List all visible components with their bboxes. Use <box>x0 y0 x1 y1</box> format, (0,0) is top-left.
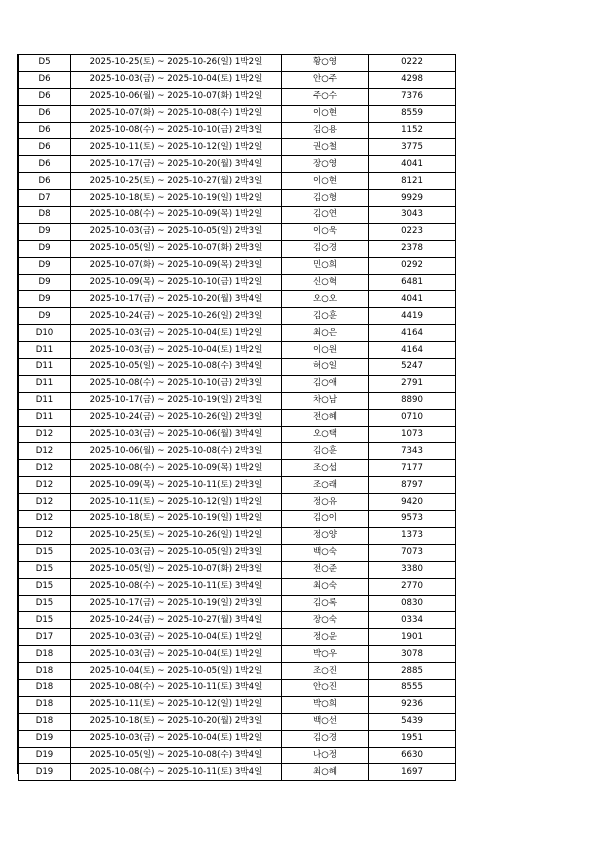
table-row <box>19 375 456 392</box>
reservation-code-cell: 3078 <box>369 646 456 663</box>
room-cell: D15 <box>19 561 71 578</box>
reservation-code-cell: 8555 <box>369 679 456 696</box>
reservation-code-cell: 2885 <box>369 663 456 680</box>
room-cell: D11 <box>19 409 71 426</box>
guest-name-cell: 장○영 <box>282 156 369 173</box>
table-row <box>19 629 456 646</box>
stay-period-cell: 2025-10-24(금) ~ 2025-10-27(월) 3박4일 <box>71 612 282 629</box>
stay-period-cell: 2025-10-08(수) ~ 2025-10-11(토) 3박4일 <box>71 578 282 595</box>
room-cell: D6 <box>19 156 71 173</box>
room-cell: D12 <box>19 494 71 511</box>
reservation-code-cell: 0292 <box>369 257 456 274</box>
table-row <box>19 595 456 612</box>
room-cell: D6 <box>19 139 71 156</box>
table-row <box>19 156 456 173</box>
guest-name-cell: 조○래 <box>282 477 369 494</box>
guest-name-cell: 백○선 <box>282 713 369 730</box>
table-row <box>19 612 456 629</box>
table-row <box>19 460 456 477</box>
stay-period-cell: 2025-10-18(토) ~ 2025-10-19(일) 1박2일 <box>71 511 282 528</box>
guest-name-cell: 오○오 <box>282 291 369 308</box>
stay-period-cell: 2025-10-04(토) ~ 2025-10-05(일) 1박2일 <box>71 663 282 680</box>
reservation-code-cell: 8797 <box>369 477 456 494</box>
stay-period-cell: 2025-10-05(일) ~ 2025-10-08(수) 3박4일 <box>71 359 282 376</box>
stay-period-cell: 2025-10-09(목) ~ 2025-10-10(금) 1박2일 <box>71 274 282 291</box>
reservation-code-cell: 1951 <box>369 730 456 747</box>
guest-name-cell: 안○진 <box>282 679 369 696</box>
reservation-table-body <box>19 55 456 781</box>
guest-name-cell: 이○현 <box>282 173 369 190</box>
stay-period-cell: 2025-10-11(토) ~ 2025-10-12(일) 1박2일 <box>71 696 282 713</box>
room-cell: D11 <box>19 375 71 392</box>
room-cell: D15 <box>19 595 71 612</box>
table-row <box>19 511 456 528</box>
reservation-code-cell: 4041 <box>369 156 456 173</box>
guest-name-cell: 조○진 <box>282 663 369 680</box>
guest-name-cell: 김○연 <box>282 207 369 224</box>
reservation-code-cell: 8559 <box>369 105 456 122</box>
stay-period-cell: 2025-10-08(수) ~ 2025-10-11(토) 3박4일 <box>71 679 282 696</box>
room-cell: D15 <box>19 578 71 595</box>
stay-period-cell: 2025-10-03(금) ~ 2025-10-04(토) 1박2일 <box>71 730 282 747</box>
table-row <box>19 105 456 122</box>
guest-name-cell: 정○운 <box>282 629 369 646</box>
stay-period-cell: 2025-10-03(금) ~ 2025-10-04(토) 1박2일 <box>71 646 282 663</box>
guest-name-cell: 김○이 <box>282 511 369 528</box>
guest-name-cell: 김○형 <box>282 190 369 207</box>
stay-period-cell: 2025-10-08(수) ~ 2025-10-09(목) 1박2일 <box>71 207 282 224</box>
reservation-code-cell: 9236 <box>369 696 456 713</box>
guest-name-cell: 조○섭 <box>282 460 369 477</box>
guest-name-cell: 이○욱 <box>282 223 369 240</box>
guest-name-cell: 김○용 <box>282 122 369 139</box>
reservation-code-cell: 7177 <box>369 460 456 477</box>
room-cell: D7 <box>19 190 71 207</box>
reservation-code-cell: 1901 <box>369 629 456 646</box>
reservation-code-cell: 6481 <box>369 274 456 291</box>
table-row <box>19 409 456 426</box>
reservation-code-cell: 0710 <box>369 409 456 426</box>
table-row <box>19 696 456 713</box>
guest-name-cell: 김○경 <box>282 240 369 257</box>
guest-name-cell: 최○은 <box>282 325 369 342</box>
reservation-code-cell: 4164 <box>369 325 456 342</box>
room-cell: D5 <box>19 55 71 72</box>
reservation-code-cell: 2770 <box>369 578 456 595</box>
stay-period-cell: 2025-10-25(토) ~ 2025-10-26(일) 1박2일 <box>71 527 282 544</box>
reservation-code-cell: 0334 <box>369 612 456 629</box>
room-cell: D12 <box>19 511 71 528</box>
table-row <box>19 122 456 139</box>
table-row <box>19 223 456 240</box>
stay-period-cell: 2025-10-08(수) ~ 2025-10-09(목) 1박2일 <box>71 460 282 477</box>
table-row <box>19 646 456 663</box>
reservation-code-cell: 3380 <box>369 561 456 578</box>
reservation-code-cell: 4041 <box>369 291 456 308</box>
table-row <box>19 426 456 443</box>
stay-period-cell: 2025-10-03(금) ~ 2025-10-05(일) 2박3일 <box>71 544 282 561</box>
reservation-code-cell: 1152 <box>369 122 456 139</box>
guest-name-cell: 나○정 <box>282 747 369 764</box>
stay-period-cell: 2025-10-06(월) ~ 2025-10-08(수) 2박3일 <box>71 443 282 460</box>
table-row <box>19 578 456 595</box>
table-row <box>19 359 456 376</box>
table-row <box>19 443 456 460</box>
stay-period-cell: 2025-10-08(수) ~ 2025-10-10(금) 2박3일 <box>71 122 282 139</box>
table-row <box>19 561 456 578</box>
stay-period-cell: 2025-10-18(토) ~ 2025-10-19(일) 1박2일 <box>71 190 282 207</box>
guest-name-cell: 정○양 <box>282 527 369 544</box>
guest-name-cell: 안○주 <box>282 71 369 88</box>
guest-name-cell: 백○숙 <box>282 544 369 561</box>
reservation-code-cell: 0223 <box>369 223 456 240</box>
table-row <box>19 308 456 325</box>
reservation-code-cell: 8121 <box>369 173 456 190</box>
guest-name-cell: 주○수 <box>282 88 369 105</box>
table-row <box>19 679 456 696</box>
reservation-code-cell: 8890 <box>369 392 456 409</box>
reservation-code-cell: 7376 <box>369 88 456 105</box>
stay-period-cell: 2025-10-18(토) ~ 2025-10-20(월) 2박3일 <box>71 713 282 730</box>
table-row <box>19 477 456 494</box>
room-cell: D11 <box>19 342 71 359</box>
room-cell: D18 <box>19 696 71 713</box>
guest-name-cell: 박○희 <box>282 696 369 713</box>
stay-period-cell: 2025-10-08(수) ~ 2025-10-11(토) 3박4일 <box>71 764 282 781</box>
reservation-code-cell: 2791 <box>369 375 456 392</box>
table-row <box>19 527 456 544</box>
reservation-code-cell: 1373 <box>369 527 456 544</box>
room-cell: D12 <box>19 426 71 443</box>
stay-period-cell: 2025-10-17(금) ~ 2025-10-20(월) 3박4일 <box>71 291 282 308</box>
guest-name-cell: 신○혁 <box>282 274 369 291</box>
reservation-code-cell: 2378 <box>369 240 456 257</box>
reservation-code-cell: 5439 <box>369 713 456 730</box>
guest-name-cell: 최○혜 <box>282 764 369 781</box>
guest-name-cell: 김○경 <box>282 730 369 747</box>
room-cell: D8 <box>19 207 71 224</box>
room-cell: D19 <box>19 730 71 747</box>
room-cell: D9 <box>19 274 71 291</box>
guest-name-cell: 김○훈 <box>282 443 369 460</box>
room-cell: D12 <box>19 527 71 544</box>
room-cell: D19 <box>19 764 71 781</box>
reservation-table <box>18 54 456 781</box>
guest-name-cell: 최○숙 <box>282 578 369 595</box>
stay-period-cell: 2025-10-03(금) ~ 2025-10-06(월) 3박4일 <box>71 426 282 443</box>
reservation-code-cell: 4164 <box>369 342 456 359</box>
guest-name-cell: 장○숙 <box>282 612 369 629</box>
guest-name-cell: 차○남 <box>282 392 369 409</box>
room-cell: D6 <box>19 71 71 88</box>
guest-name-cell: 오○택 <box>282 426 369 443</box>
guest-name-cell: 이○원 <box>282 342 369 359</box>
room-cell: D11 <box>19 392 71 409</box>
guest-name-cell: 김○훈 <box>282 308 369 325</box>
stay-period-cell: 2025-10-24(금) ~ 2025-10-26(일) 2박3일 <box>71 409 282 426</box>
table-row <box>19 240 456 257</box>
guest-name-cell: 황○영 <box>282 55 369 72</box>
reservation-code-cell: 9929 <box>369 190 456 207</box>
reservation-code-cell: 1697 <box>369 764 456 781</box>
room-cell: D9 <box>19 223 71 240</box>
stay-period-cell: 2025-10-03(금) ~ 2025-10-04(토) 1박2일 <box>71 342 282 359</box>
room-cell: D9 <box>19 240 71 257</box>
reservation-code-cell: 9573 <box>369 511 456 528</box>
stay-period-cell: 2025-10-05(일) ~ 2025-10-08(수) 3박4일 <box>71 747 282 764</box>
reservation-code-cell: 0222 <box>369 55 456 72</box>
stay-period-cell: 2025-10-24(금) ~ 2025-10-26(일) 2박3일 <box>71 308 282 325</box>
stay-period-cell: 2025-10-17(금) ~ 2025-10-19(일) 2박3일 <box>71 595 282 612</box>
room-cell: D6 <box>19 122 71 139</box>
guest-name-cell: 권○철 <box>282 139 369 156</box>
guest-name-cell: 허○일 <box>282 359 369 376</box>
room-cell: D9 <box>19 308 71 325</box>
room-cell: D11 <box>19 359 71 376</box>
stay-period-cell: 2025-10-07(화) ~ 2025-10-09(목) 2박3일 <box>71 257 282 274</box>
reservation-code-cell: 4298 <box>369 71 456 88</box>
guest-name-cell: 정○유 <box>282 494 369 511</box>
stay-period-cell: 2025-10-11(토) ~ 2025-10-12(일) 1박2일 <box>71 139 282 156</box>
room-cell: D12 <box>19 443 71 460</box>
room-cell: D12 <box>19 460 71 477</box>
stay-period-cell: 2025-10-25(토) ~ 2025-10-26(일) 1박2일 <box>71 55 282 72</box>
room-cell: D15 <box>19 544 71 561</box>
room-cell: D17 <box>19 629 71 646</box>
stay-period-cell: 2025-10-09(목) ~ 2025-10-11(토) 2박3일 <box>71 477 282 494</box>
stay-period-cell: 2025-10-17(금) ~ 2025-10-20(월) 3박4일 <box>71 156 282 173</box>
stay-period-cell: 2025-10-07(화) ~ 2025-10-08(수) 1박2일 <box>71 105 282 122</box>
reservation-code-cell: 3043 <box>369 207 456 224</box>
stay-period-cell: 2025-10-11(토) ~ 2025-10-12(일) 1박2일 <box>71 494 282 511</box>
room-cell: D18 <box>19 713 71 730</box>
room-cell: D9 <box>19 291 71 308</box>
room-cell: D18 <box>19 679 71 696</box>
stay-period-cell: 2025-10-05(일) ~ 2025-10-07(화) 2박3일 <box>71 240 282 257</box>
guest-name-cell: 김○애 <box>282 375 369 392</box>
room-cell: D10 <box>19 325 71 342</box>
table-row <box>19 494 456 511</box>
room-cell: D12 <box>19 477 71 494</box>
guest-name-cell: 박○우 <box>282 646 369 663</box>
stay-period-cell: 2025-10-03(금) ~ 2025-10-04(토) 1박2일 <box>71 629 282 646</box>
room-cell: D6 <box>19 88 71 105</box>
guest-name-cell: 전○혜 <box>282 409 369 426</box>
reservation-code-cell: 3775 <box>369 139 456 156</box>
reservation-code-cell: 1073 <box>369 426 456 443</box>
reservation-code-cell: 0830 <box>369 595 456 612</box>
stay-period-cell: 2025-10-06(월) ~ 2025-10-07(화) 1박2일 <box>71 88 282 105</box>
stay-period-cell: 2025-10-03(금) ~ 2025-10-05(일) 2박3일 <box>71 223 282 240</box>
stay-period-cell: 2025-10-17(금) ~ 2025-10-19(일) 2박3일 <box>71 392 282 409</box>
stay-period-cell: 2025-10-05(일) ~ 2025-10-07(화) 2박3일 <box>71 561 282 578</box>
reservation-code-cell: 6630 <box>369 747 456 764</box>
reservation-code-cell: 7343 <box>369 443 456 460</box>
table-row <box>19 764 456 781</box>
table-row <box>19 392 456 409</box>
table-row <box>19 730 456 747</box>
reservation-code-cell: 9420 <box>369 494 456 511</box>
table-row <box>19 291 456 308</box>
table-row <box>19 139 456 156</box>
reservation-code-cell: 5247 <box>369 359 456 376</box>
stay-period-cell: 2025-10-03(금) ~ 2025-10-04(토) 1박2일 <box>71 325 282 342</box>
table-row <box>19 88 456 105</box>
guest-name-cell: 이○현 <box>282 105 369 122</box>
table-row <box>19 173 456 190</box>
table-row <box>19 274 456 291</box>
room-cell: D6 <box>19 173 71 190</box>
table-row <box>19 71 456 88</box>
stay-period-cell: 2025-10-03(금) ~ 2025-10-04(토) 1박2일 <box>71 71 282 88</box>
table-row <box>19 713 456 730</box>
table-row <box>19 257 456 274</box>
room-cell: D18 <box>19 646 71 663</box>
reservation-code-cell: 4419 <box>369 308 456 325</box>
guest-name-cell: 민○희 <box>282 257 369 274</box>
room-cell: D6 <box>19 105 71 122</box>
guest-name-cell: 김○록 <box>282 595 369 612</box>
table-row <box>19 544 456 561</box>
table-row <box>19 663 456 680</box>
table-row <box>19 55 456 72</box>
room-cell: D18 <box>19 663 71 680</box>
room-cell: D15 <box>19 612 71 629</box>
stay-period-cell: 2025-10-25(토) ~ 2025-10-27(월) 2박3일 <box>71 173 282 190</box>
table-row <box>19 207 456 224</box>
table-row <box>19 747 456 764</box>
stay-period-cell: 2025-10-08(수) ~ 2025-10-10(금) 2박3일 <box>71 375 282 392</box>
table-row <box>19 325 456 342</box>
room-cell: D9 <box>19 257 71 274</box>
room-cell: D19 <box>19 747 71 764</box>
guest-name-cell: 전○준 <box>282 561 369 578</box>
reservation-code-cell: 7073 <box>369 544 456 561</box>
table-row <box>19 190 456 207</box>
table-row <box>19 342 456 359</box>
